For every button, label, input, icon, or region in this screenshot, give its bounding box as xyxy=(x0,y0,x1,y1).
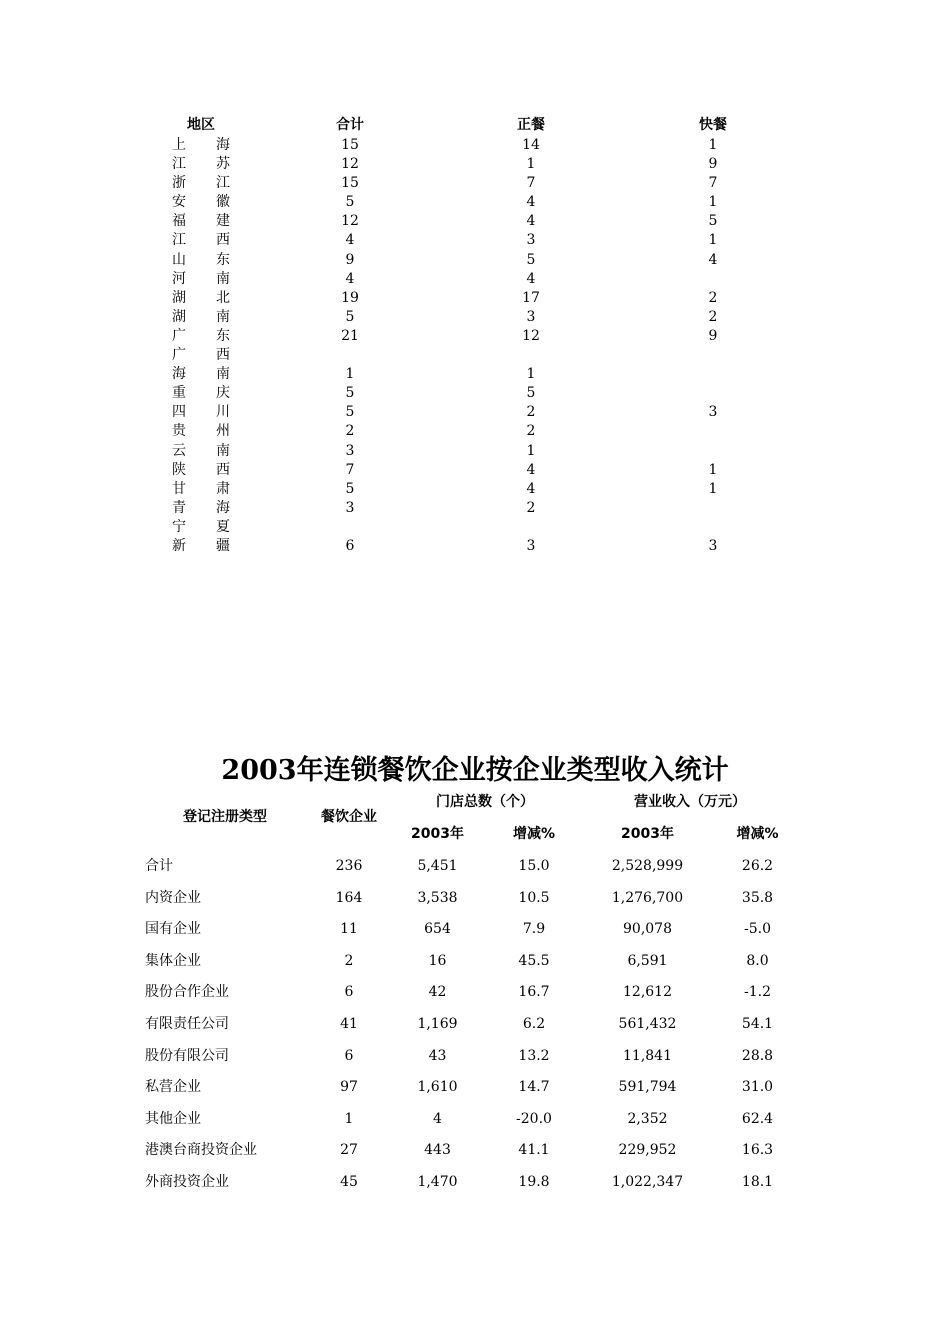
formal-cell: 4 xyxy=(526,461,536,478)
formal-cell: 3 xyxy=(526,537,536,554)
fast-cell: 9 xyxy=(708,327,718,344)
header-stores-year: 2003年 xyxy=(411,826,464,842)
region-cell: 四川 xyxy=(172,404,230,421)
table-row xyxy=(0,1134,950,1166)
table-row xyxy=(0,913,950,945)
type-cell: 国有企业 xyxy=(145,921,201,938)
total-cell: 21 xyxy=(341,327,359,344)
revenue-2003-cell: 2,528,999 xyxy=(611,858,684,874)
stores-change-cell: 14.7 xyxy=(518,1079,550,1096)
fast-cell: 2 xyxy=(708,289,718,306)
total-cell: 5 xyxy=(345,385,355,402)
formal-cell: 1 xyxy=(526,442,536,459)
formal-cell: 14 xyxy=(522,137,540,153)
catering-cell: 6 xyxy=(344,1047,354,1064)
catering-cell: 11 xyxy=(340,921,358,938)
revenue-2003-cell: 11,841 xyxy=(623,1047,672,1064)
revenue-change-cell: 31.0 xyxy=(741,1079,774,1096)
fast-cell: 5 xyxy=(708,213,718,230)
formal-cell: 17 xyxy=(522,289,540,306)
revenue-2003-cell: 12,612 xyxy=(623,984,672,1001)
table-row xyxy=(0,174,950,193)
region-cell: 海南 xyxy=(172,366,230,383)
formal-cell: 7 xyxy=(526,175,536,192)
region-cell: 新疆 xyxy=(172,537,230,554)
total-cell: 5 xyxy=(345,404,355,421)
table-row xyxy=(0,365,950,384)
table-row xyxy=(0,289,950,308)
catering-cell: 41 xyxy=(340,1015,358,1032)
catering-cell: 6 xyxy=(344,984,354,1001)
stores-change-cell: -20.0 xyxy=(516,1110,552,1127)
region-cell: 甘肃 xyxy=(172,480,230,497)
table-row xyxy=(0,537,950,556)
fast-cell: 1 xyxy=(708,461,718,478)
region-cell: 广西 xyxy=(172,347,230,364)
region-cell: 湖北 xyxy=(172,289,230,306)
fast-cell: 7 xyxy=(708,175,718,192)
region-cell: 河南 xyxy=(172,270,230,287)
header-formal: 正餐 xyxy=(517,117,545,133)
total-cell: 5 xyxy=(345,308,355,325)
table-row xyxy=(0,499,950,518)
total-cell: 19 xyxy=(341,289,359,306)
formal-cell: 4 xyxy=(526,194,536,211)
table-row xyxy=(0,212,950,231)
total-cell: 4 xyxy=(345,232,355,249)
table-row xyxy=(0,850,950,882)
revenue-change-cell: 16.3 xyxy=(741,1142,774,1159)
header-revenue-change: 增减% xyxy=(736,826,779,842)
region-cell: 宁夏 xyxy=(172,518,230,535)
total-cell: 3 xyxy=(345,499,355,516)
stores-change-cell: 10.5 xyxy=(518,889,550,906)
revenue-2003-cell: 229,952 xyxy=(618,1142,677,1159)
type-cell: 合计 xyxy=(145,858,173,874)
fast-cell: 1 xyxy=(708,137,718,153)
fast-cell: 1 xyxy=(708,232,718,249)
catering-cell: 1 xyxy=(344,1110,354,1127)
catering-cell: 27 xyxy=(340,1142,358,1159)
header-fast: 快餐 xyxy=(699,117,727,133)
table-row xyxy=(0,1103,950,1135)
fast-cell: 3 xyxy=(708,404,718,421)
region-cell: 安徽 xyxy=(172,194,230,211)
type-cell: 集体企业 xyxy=(145,952,201,969)
formal-cell: 4 xyxy=(526,270,536,287)
table-row xyxy=(0,403,950,422)
region-table-body xyxy=(0,136,950,556)
region-cell: 青海 xyxy=(172,499,230,516)
region-cell: 广东 xyxy=(172,327,230,344)
page-title: 2003年连锁餐饮企业按企业类型收入统计 xyxy=(221,755,729,786)
type-cell: 港澳台商投资企业 xyxy=(145,1142,257,1159)
revenue-change-cell: 54.1 xyxy=(741,1015,774,1032)
type-table-body xyxy=(0,850,950,1198)
formal-cell: 1 xyxy=(526,156,536,173)
table-row xyxy=(0,422,950,441)
type-table xyxy=(0,786,950,1198)
stores-change-cell: 13.2 xyxy=(518,1047,550,1064)
total-cell: 4 xyxy=(345,270,355,287)
stores-change-cell: 6.2 xyxy=(522,1015,546,1032)
catering-cell: 236 xyxy=(335,858,363,874)
revenue-2003-cell: 2,352 xyxy=(627,1110,668,1127)
revenue-change-cell: 18.1 xyxy=(741,1173,774,1190)
total-cell: 5 xyxy=(345,480,355,497)
total-cell: 2 xyxy=(345,423,355,440)
revenue-change-cell: 26.2 xyxy=(741,858,774,874)
revenue-2003-cell: 591,794 xyxy=(618,1079,677,1096)
revenue-change-cell: 62.4 xyxy=(741,1110,774,1127)
table-row xyxy=(0,155,950,174)
table-row xyxy=(0,1071,950,1103)
table-row xyxy=(0,308,950,327)
formal-cell: 3 xyxy=(526,232,536,249)
revenue-change-cell: 8.0 xyxy=(746,952,769,969)
region-cell: 湖南 xyxy=(172,308,230,325)
revenue-2003-cell: 561,432 xyxy=(618,1015,677,1032)
stores-change-cell: 7.9 xyxy=(522,921,546,938)
revenue-change-cell: 28.8 xyxy=(741,1047,774,1064)
catering-cell: 2 xyxy=(344,952,354,969)
formal-cell: 2 xyxy=(526,404,536,421)
formal-cell: 5 xyxy=(526,385,536,402)
region-cell: 贵州 xyxy=(172,423,230,440)
header-total: 合计 xyxy=(336,117,364,133)
total-cell: 15 xyxy=(341,175,359,192)
table-row xyxy=(0,327,950,346)
header-stores-change: 增减% xyxy=(512,826,556,842)
type-cell: 股份有限公司 xyxy=(145,1047,229,1064)
catering-cell: 45 xyxy=(340,1173,358,1190)
total-cell: 3 xyxy=(345,442,355,459)
stores-change-cell: 41.1 xyxy=(518,1142,550,1159)
region-table xyxy=(0,116,950,556)
region-cell: 浙江 xyxy=(172,175,230,192)
formal-cell: 3 xyxy=(526,308,536,325)
header-revenue: 营业收入（万元） xyxy=(634,794,746,810)
type-cell: 有限责任公司 xyxy=(145,1015,229,1032)
stores-2003-cell: 1,470 xyxy=(417,1173,458,1190)
stores-change-cell: 19.8 xyxy=(518,1173,550,1190)
revenue-2003-cell: 1,022,347 xyxy=(611,1173,684,1190)
stores-change-cell: 15.0 xyxy=(518,858,550,874)
region-table-header xyxy=(0,116,950,136)
fast-cell: 1 xyxy=(708,194,718,211)
table-row xyxy=(0,1008,950,1040)
total-cell: 7 xyxy=(345,461,355,478)
region-cell: 江苏 xyxy=(172,156,230,173)
table-row xyxy=(0,945,950,977)
table-row xyxy=(0,251,950,270)
region-cell: 上海 xyxy=(172,137,230,153)
region-cell: 福建 xyxy=(172,213,230,230)
stores-2003-cell: 1,169 xyxy=(417,1015,458,1032)
formal-cell: 5 xyxy=(526,251,536,268)
table-row xyxy=(0,461,950,480)
table-row xyxy=(0,346,950,365)
fast-cell: 4 xyxy=(708,251,718,268)
formal-cell: 2 xyxy=(526,423,536,440)
stores-change-cell: 45.5 xyxy=(518,952,550,969)
formal-cell: 1 xyxy=(526,366,536,383)
formal-cell: 4 xyxy=(526,213,536,230)
stores-2003-cell: 5,451 xyxy=(417,858,458,874)
fast-cell: 9 xyxy=(708,156,718,173)
fast-cell: 1 xyxy=(708,480,718,497)
type-cell: 内资企业 xyxy=(145,889,201,906)
region-cell: 云南 xyxy=(172,442,230,459)
revenue-change-cell: -5.0 xyxy=(744,921,771,938)
table-row xyxy=(0,136,950,155)
table-row xyxy=(0,882,950,914)
total-cell: 1 xyxy=(345,366,355,383)
catering-cell: 164 xyxy=(335,889,363,906)
revenue-change-cell: -1.2 xyxy=(744,984,771,1001)
header-region: 地区 xyxy=(187,117,215,133)
type-cell: 其他企业 xyxy=(145,1110,201,1127)
type-table-header-2 xyxy=(0,818,950,850)
total-cell: 15 xyxy=(341,137,359,153)
stores-2003-cell: 443 xyxy=(424,1142,451,1159)
region-cell: 江西 xyxy=(172,232,230,249)
type-table-header-1 xyxy=(0,786,950,825)
type-cell: 私营企业 xyxy=(145,1079,201,1096)
total-cell: 12 xyxy=(341,156,359,173)
region-cell: 山东 xyxy=(172,251,230,268)
stores-2003-cell: 1,610 xyxy=(417,1079,458,1096)
stores-change-cell: 16.7 xyxy=(518,984,550,1001)
region-cell: 重庆 xyxy=(172,385,230,402)
table-row xyxy=(0,270,950,289)
revenue-change-cell: 35.8 xyxy=(741,889,774,906)
region-cell: 陕西 xyxy=(172,461,230,478)
table-row xyxy=(0,231,950,250)
type-cell: 股份合作企业 xyxy=(145,984,229,1001)
table-row xyxy=(0,193,950,212)
stores-2003-cell: 4 xyxy=(433,1110,442,1127)
total-cell: 12 xyxy=(341,213,359,230)
formal-cell: 12 xyxy=(522,327,540,344)
type-cell: 外商投资企业 xyxy=(145,1173,229,1190)
table-row xyxy=(0,442,950,461)
revenue-2003-cell: 90,078 xyxy=(623,921,672,938)
total-cell: 6 xyxy=(345,537,355,554)
table-row xyxy=(0,384,950,403)
table-row xyxy=(0,518,950,537)
formal-cell: 2 xyxy=(526,499,536,516)
header-revenue-year: 2003年 xyxy=(621,826,674,842)
header-stores: 门店总数（个） xyxy=(436,794,534,810)
stores-2003-cell: 16 xyxy=(428,952,447,969)
table-row xyxy=(0,1040,950,1072)
stores-2003-cell: 3,538 xyxy=(417,889,458,906)
header-catering: 餐饮企业 xyxy=(321,809,377,825)
stores-2003-cell: 42 xyxy=(428,984,447,1001)
total-cell: 9 xyxy=(345,251,355,268)
table-row xyxy=(0,1166,950,1198)
revenue-2003-cell: 1,276,700 xyxy=(611,889,684,906)
stores-2003-cell: 654 xyxy=(424,921,451,938)
table-row xyxy=(0,480,950,499)
catering-cell: 97 xyxy=(340,1079,358,1096)
formal-cell: 4 xyxy=(526,480,536,497)
stores-2003-cell: 43 xyxy=(428,1047,447,1064)
table-row xyxy=(0,976,950,1008)
fast-cell: 3 xyxy=(708,537,718,554)
revenue-2003-cell: 6,591 xyxy=(627,952,668,969)
total-cell: 5 xyxy=(345,194,355,211)
fast-cell: 2 xyxy=(708,308,718,325)
header-type: 登记注册类型 xyxy=(183,809,267,825)
